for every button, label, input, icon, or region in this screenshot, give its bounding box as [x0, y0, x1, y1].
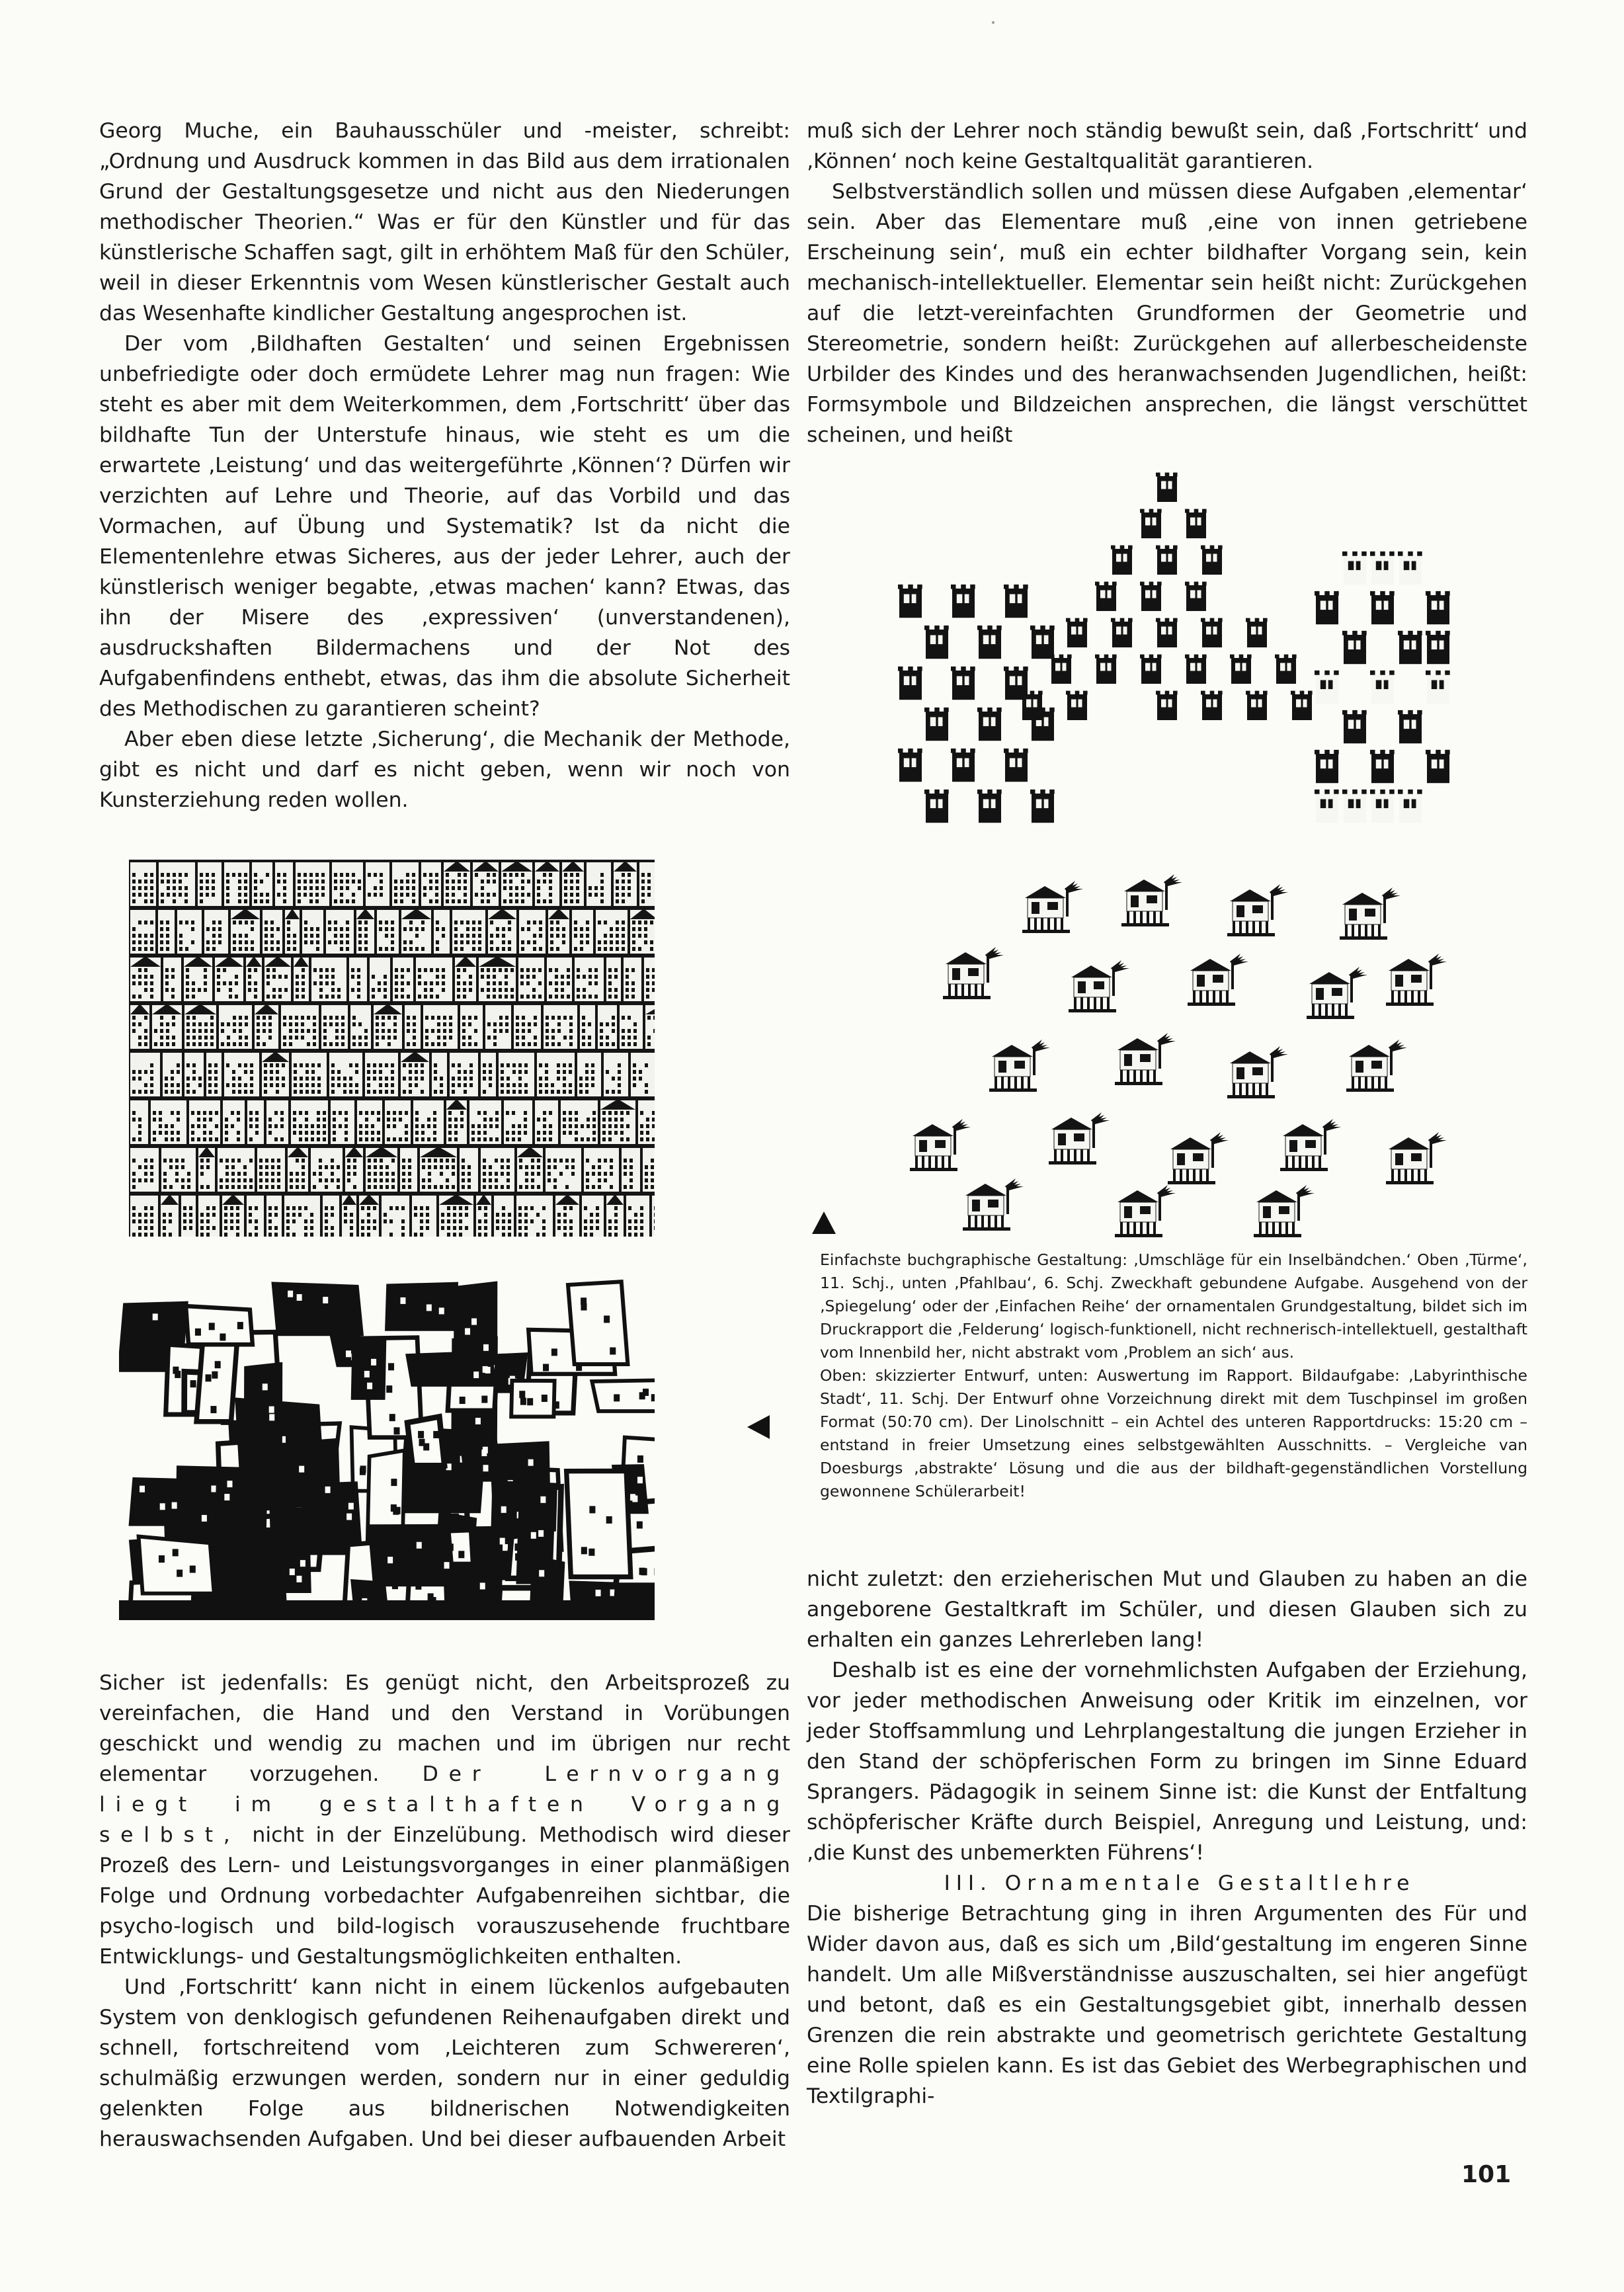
paragraph-deshalb: Deshalb ist es eine der vornehmlichsten Aufgaben der Erziehung, vor jeder methodischen Anweisung oder Kritik im einzelnen, vor jeder Stoffsammlung und Lehrplangestaltung die jungen Erzieher in den Stand der schöpferischen Form zu bringen im Sinne Eduard Sprangers. Pädagogik in seinem Sinne ist: die Kunst der Entfaltung schöpferischer Kräfte durch Beispiel, Anregung und Leistung, und: ‚die Kunst des unbemerkten Führens‘! — [807, 1658, 1527, 1865]
right-column-bottom-text — [807, 1564, 1527, 2111]
paragraph-sicherung: Aber eben diese letzte ‚Sicherung‘, die Mechanik der Methode, gibt es nicht und darf es nicht geben, wenn wir noch von Kunsterziehung reden wollen. — [99, 727, 790, 812]
paragraph-teacher-question: Der vom ‚Bildhaften Gestalten‘ und seinen Ergebnissen unbefriedigte oder doch ermüdete Lehrer mag nun fragen: Wie steht es aber mit dem Weiterkommen, dem ‚Fortschritt‘ über das bildhafte Tun der Unterstufe hinaus, wie steht es um die erwartete ‚Leistung‘ und das weitergeführte ‚Können‘? Dürfen wir verzichten auf Lehre und Theorie, auf das Vorbild und das Vormachen, auf Übung und Systematik? Ist da nicht die Elementenlehre etwas Sicheres, aus der jeder Lehrer, auch der künstlerisch weniger begabte, ‚etwas machen‘ kann? Etwas, das ihn der Misere des ‚expressiven‘ (unverstandenen), ausdruckshaften Bildermachens und der Not des Aufgabenfindens enthebt, etwas, das ihm die absolute Sicherheit des Methodischen zu garantieren scheint? — [99, 332, 790, 721]
paragraph-muche-quote: Georg Muche, ein Bauhausschüler und -meister, schreibt: „Ordnung und Ausdruck kommen in das Bild aus dem irrationalen Grund der Gestaltungsgesetze und nicht aus den Niederungen methodischer Theorien.“ Was er für den Künstler und für das künstlerische Schaffen sagt, gilt in erhöhtem Maß für den Schüler, weil in dieser Erkenntnis vom Wesen künstlerischer Gestalt auch das Wesenhafte kindlicher Gestaltung angesprochen ist. — [99, 119, 790, 325]
arrow-up-icon — [812, 1211, 836, 1234]
left-column-bottom-text — [99, 1668, 790, 2154]
page-number: 101 — [1461, 2161, 1512, 2188]
right-column-top-text — [807, 116, 1527, 450]
figure-towers-pattern — [886, 456, 1461, 843]
caption-book-covers: Einfachste buchgraphische Gestaltung: ‚Umschläge für ein Inselbändchen.‘ Oben ‚Türme‘, 11. Schj., unten ‚Pfahlbau‘, 6. Schj. Zweckhaft gebundene Aufgabe. Ausgehend von der ‚Spiegelung‘ oder der ‚Einfachen Reihe‘ der ornamentalen Grundgestaltung, bildet sich im Druckrapport die ‚Felderung‘ logisch-funktionell, nicht rechnerisch-intellektuell, gestalthaft vom Innenbild her, nicht abstrakt vom ‚Problem an sich‘ aus. — [820, 1250, 1527, 1362]
city-sketch-illustration — [119, 1256, 655, 1620]
paragraph-fortschritt: Und ‚Fortschritt‘ kann nicht in einem lückenlos aufgebauten System von denklogisch gefundenen Reihenaufgaben direkt und schnell, fortschreitend vom ‚Leichteren zum Schwereren‘, schulmäßig erzwungen werden, sondern nur in einer geduldig gelenkten Folge aus bildnerischen Notwendigkeiten herauswachsenden Aufgaben. Und bei dieser aufbauenden Arbeit — [99, 1975, 790, 2151]
figure-stilt-houses-pattern — [886, 860, 1461, 1240]
towers-illustration — [886, 456, 1461, 843]
stilt-houses-illustration — [886, 860, 1461, 1240]
left-column-top-text — [99, 116, 790, 815]
lernvorgang-intro: Sicher ist jedenfalls: Es genügt nicht, den Arbeitsprozeß zu vereinfachen, die Hand und den Verstand in Vorübungen geschickt und wendig zu machen und im übrigen nur recht elementar vorzugehen. — [99, 1671, 790, 1786]
city-rapport-illustration — [129, 860, 655, 1237]
paragraph-elementar: Selbstverständlich sollen und müssen diese Aufgaben ‚elementar‘ sein. Aber das Elementare muß ‚eine von innen getriebene Erscheinung sein‘, muß ein echter bildhafter Vorgang sein, kein mechanisch-intellektueller. Elementar sein heißt nicht: Zurückgehen auf die letzt-vereinfachten Grundformen der Geometrie und Stereometrie, sondern heißt: Zurückgehen auf allerbescheidenste Urbilder des Kindes und des heranwachsenden Jugendlichen, heißt: Formsymbole und Bildzeichen ansprechen, die längst verschüttet scheinen, und heißt — [807, 180, 1527, 447]
lernvorgang-emphasis: Der Lernvorgang liegt im gestalthaften Vorgang selbst, — [99, 1762, 790, 1847]
arrow-left-icon — [747, 1415, 770, 1439]
paragraph-continuation: muß sich der Lehrer noch ständig bewußt sein, daß ‚Fortschritt‘ und ‚Können‘ noch keine Gestaltqualität garantieren. — [807, 119, 1527, 173]
caption-block — [820, 1248, 1527, 1503]
paragraph-nicht-zuletzt: nicht zuletzt: den erzieherischen Mut und Glauben zu haben an die angeborene Gestaltkraft im Schüler, und diesen Glauben sich zu erhalten ein ganzes Lehrerleben lang! — [807, 1567, 1527, 1652]
section-heading: III. Ornamentale Gestaltlehre — [944, 1871, 1416, 1895]
figure-city-sketch — [119, 1256, 655, 1620]
lernvorgang-end: nicht in der Einzelübung. Methodisch wird dieser Prozeß des Lern- und Leistungsvorganges in einer planmäßigen Folge und Ordnung vorbedachter Aufgabenreihen sichtbar, die psycho-logisch und bild-logisch vorauszusehende fruchtbare Entwicklungs- und Gestaltungsmöglichkeiten enthalten. — [99, 1823, 791, 1969]
figure-city-rapport — [129, 860, 655, 1237]
paragraph-lernvorgang — [99, 1668, 790, 1972]
page-speck — [992, 21, 995, 24]
caption-labyrinth-city: Oben: skizzierter Entwurf, unten: Auswertung im Rapport. Bildaufgabe: ‚Labyrinthische Stadt‘, 11. Schj. Der Entwurf ohne Vorzeichnung direkt mit dem Tuschpinsel im großen Format (50:70 cm). Der Linolschnitt – ein Achtel des unteren Rapportdrucks: 15:20 cm – entstand in freier Umsetzung eines selbstgewählten Ausschnitts. – Vergleiche van Doesburgs ‚abstrakte‘ Lösung und die aus der bildhaft-gegenständlichen Vorstellung gewonnene Schülerarbeit! — [820, 1366, 1527, 1500]
paragraph-ornamental: Die bisherige Betrachtung ging in ihren Argumenten des Für und Wider davon aus, daß es sich um ‚Bild‘gestaltung im engeren Sinne handelt. Um alle Mißverständnisse auszuschalten, sei hier angefügt und betont, daß es ein Gestaltungsgebiet gibt, innerhalb dessen Grenzen die rein abstrakte und geometrisch gerichtete Gestaltung eine Rolle spielen kann. Es ist das Gebiet des Werbegraphischen und Textilgraphi- — [807, 1902, 1527, 2108]
